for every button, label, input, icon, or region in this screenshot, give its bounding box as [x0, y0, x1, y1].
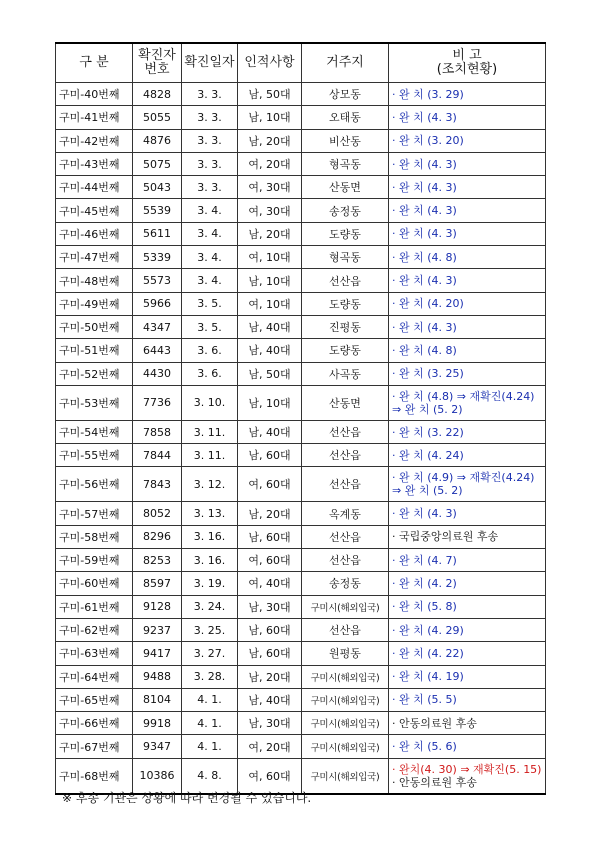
confirmed-date-cell: 3. 3. [182, 176, 238, 199]
remark-line: ⇒ 완 치 (5. 2) [392, 402, 463, 416]
confirmed-date-cell: 4. 1. [182, 735, 238, 758]
person-info-cell: 여, 60대 [238, 467, 302, 502]
remark-cell [389, 315, 546, 338]
remark-cell [389, 618, 546, 641]
case-id-cell: 구미-42번째 [56, 129, 133, 152]
case-id-cell: 구미-66번째 [56, 712, 133, 735]
residence-cell: 구미시(해외입국) [302, 665, 389, 688]
case-number-cell: 9918 [133, 712, 182, 735]
remark-cell [389, 269, 546, 292]
header-date: 확진일자 [182, 43, 238, 83]
confirmed-date-cell: 3. 28. [182, 665, 238, 688]
person-info-cell: 남, 20대 [238, 665, 302, 688]
residence-cell: 도량동 [302, 339, 389, 362]
confirmed-date-cell: 3. 25. [182, 618, 238, 641]
person-info-cell: 여, 60대 [238, 549, 302, 572]
person-info-cell: 남, 10대 [238, 385, 302, 420]
confirmed-date-cell: 3. 3. [182, 106, 238, 129]
remark-cell [389, 549, 546, 572]
remark-cell [389, 246, 546, 269]
case-id-cell: 구미-47번째 [56, 246, 133, 269]
table-row [56, 572, 546, 595]
case-number-cell: 8253 [133, 549, 182, 572]
confirmed-date-cell: 4. 8. [182, 758, 238, 794]
residence-cell: 선산읍 [302, 420, 389, 443]
residence-cell: 선산읍 [302, 549, 389, 572]
header-person: 인적사항 [238, 43, 302, 83]
case-id-cell: 구미-51번째 [56, 339, 133, 362]
case-number-cell: 5055 [133, 106, 182, 129]
remark-cell [389, 712, 546, 735]
case-id-cell: 구미-57번째 [56, 502, 133, 525]
table-row [56, 502, 546, 525]
remark-cell [389, 339, 546, 362]
remark-line: · 완 치 (4. 7) [392, 553, 457, 567]
person-info-cell: 여, 10대 [238, 292, 302, 315]
remark-line: · 완 치 (4. 20) [392, 297, 464, 311]
case-id-cell: 구미-45번째 [56, 199, 133, 222]
residence-cell: 산동면 [302, 176, 389, 199]
confirmed-date-cell: 4. 1. [182, 712, 238, 735]
table-row [56, 735, 546, 758]
table-row [56, 467, 546, 502]
remark-line: · 완 치 (4. 29) [392, 623, 464, 637]
person-info-cell: 남, 60대 [238, 444, 302, 467]
case-number-cell: 9128 [133, 595, 182, 618]
remark-cell [389, 758, 546, 794]
case-id-cell: 구미-64번째 [56, 665, 133, 688]
residence-cell: 구미시(해외입국) [302, 758, 389, 794]
case-number-cell: 7858 [133, 420, 182, 443]
remark-line: · 완 치 (3. 29) [392, 87, 464, 101]
person-info-cell: 남, 40대 [238, 420, 302, 443]
confirmed-date-cell: 3. 16. [182, 525, 238, 548]
confirmed-date-cell: 3. 4. [182, 269, 238, 292]
table-row [56, 595, 546, 618]
remark-line: · 완 치 (4. 3) [392, 274, 457, 288]
table-row [56, 444, 546, 467]
table-row [56, 420, 546, 443]
remark-cell [389, 444, 546, 467]
case-id-cell: 구미-67번째 [56, 735, 133, 758]
table-row [56, 292, 546, 315]
person-info-cell: 남, 40대 [238, 339, 302, 362]
remark-line: · 완 치 (5. 5) [392, 693, 457, 707]
remark-line: · 국립중앙의료원 후송 [392, 530, 499, 544]
residence-cell: 선산읍 [302, 467, 389, 502]
remark-cell [389, 199, 546, 222]
table-row [56, 315, 546, 338]
remark-line: · 완 치 (4. 2) [392, 576, 457, 590]
remark-line: · 완 치 (4. 3) [392, 110, 457, 124]
case-number-cell: 7736 [133, 385, 182, 420]
remark-cell [389, 572, 546, 595]
residence-cell: 도량동 [302, 292, 389, 315]
remark-line: · 안동의료원 후송 [392, 716, 477, 730]
residence-cell: 구미시(해외입국) [302, 688, 389, 711]
table-row [56, 525, 546, 548]
case-number-cell: 5611 [133, 222, 182, 245]
case-id-cell: 구미-40번째 [56, 83, 133, 106]
remark-cell [389, 362, 546, 385]
confirmed-date-cell: 3. 27. [182, 642, 238, 665]
header-residence: 거주지 [302, 43, 389, 83]
remark-line: · 완 치 (4. 3) [392, 204, 457, 218]
case-number-cell: 5339 [133, 246, 182, 269]
person-info-cell: 남, 40대 [238, 688, 302, 711]
person-info-cell: 남, 40대 [238, 315, 302, 338]
remark-cell [389, 106, 546, 129]
person-info-cell: 남, 60대 [238, 642, 302, 665]
case-id-cell: 구미-46번째 [56, 222, 133, 245]
residence-cell: 비산동 [302, 129, 389, 152]
remark-line: · 완 치 (3. 20) [392, 134, 464, 148]
table-row [56, 106, 546, 129]
person-info-cell: 남, 20대 [238, 502, 302, 525]
table-row [56, 339, 546, 362]
case-id-cell: 구미-49번째 [56, 292, 133, 315]
confirmed-date-cell: 3. 4. [182, 199, 238, 222]
confirmed-date-cell: 3. 12. [182, 467, 238, 502]
case-id-cell: 구미-43번째 [56, 152, 133, 175]
person-info-cell: 남, 50대 [238, 83, 302, 106]
confirmed-date-cell: 3. 3. [182, 152, 238, 175]
case-id-cell: 구미-50번째 [56, 315, 133, 338]
table-row [56, 222, 546, 245]
confirmed-date-cell: 3. 4. [182, 222, 238, 245]
header-remark-subtitle: (조치현황) [436, 62, 498, 77]
remark-cell [389, 292, 546, 315]
case-id-cell: 구미-52번째 [56, 362, 133, 385]
case-number-cell: 6443 [133, 339, 182, 362]
table-row [56, 385, 546, 420]
remark-cell [389, 176, 546, 199]
residence-cell: 오태동 [302, 106, 389, 129]
patient-status-sheet [55, 42, 545, 795]
remark-line: · 완 치 (5. 8) [392, 600, 457, 614]
patient-table [55, 42, 546, 795]
residence-cell: 산동면 [302, 385, 389, 420]
confirmed-date-cell: 3. 3. [182, 83, 238, 106]
case-id-cell: 구미-63번째 [56, 642, 133, 665]
residence-cell: 송정동 [302, 199, 389, 222]
table-row [56, 665, 546, 688]
remark-line: · 완 치 (4. 19) [392, 670, 464, 684]
person-info-cell: 남, 60대 [238, 618, 302, 641]
remark-line: · 완 치 (4. 3) [392, 227, 457, 241]
confirmed-date-cell: 3. 5. [182, 315, 238, 338]
remark-line: · 완 치 (5. 6) [392, 740, 457, 754]
case-number-cell: 10386 [133, 758, 182, 794]
remark-cell [389, 152, 546, 175]
header-remark [389, 43, 546, 83]
remark-line: · 완 치 (4. 22) [392, 646, 464, 660]
header-number: 확진자 번호 [133, 43, 182, 83]
case-id-cell: 구미-55번째 [56, 444, 133, 467]
case-number-cell: 5043 [133, 176, 182, 199]
confirmed-date-cell: 3. 24. [182, 595, 238, 618]
residence-cell: 사곡동 [302, 362, 389, 385]
table-row [56, 199, 546, 222]
remark-cell [389, 420, 546, 443]
confirmed-date-cell: 3. 16. [182, 549, 238, 572]
table-row [56, 129, 546, 152]
table-body [56, 83, 546, 794]
person-info-cell: 여, 60대 [238, 758, 302, 794]
table-row [56, 176, 546, 199]
remark-cell [389, 642, 546, 665]
table-row [56, 688, 546, 711]
case-id-cell: 구미-41번째 [56, 106, 133, 129]
remark-line: · 완 치 (4. 8) [392, 343, 457, 357]
person-info-cell: 남, 30대 [238, 595, 302, 618]
remark-line: · 완 치 (4. 3) [392, 157, 457, 171]
table-row [56, 618, 546, 641]
person-info-cell: 남, 20대 [238, 129, 302, 152]
person-info-cell: 여, 20대 [238, 735, 302, 758]
case-number-cell: 7843 [133, 467, 182, 502]
case-number-cell: 4347 [133, 315, 182, 338]
case-number-cell: 8597 [133, 572, 182, 595]
case-number-cell: 7844 [133, 444, 182, 467]
remark-line: · 안동의료원 후송 [392, 775, 477, 789]
case-id-cell: 구미-48번째 [56, 269, 133, 292]
residence-cell: 송정동 [302, 572, 389, 595]
remark-line: · 완치(4. 30) ⇒ 재확진(5. 15) [392, 762, 542, 776]
confirmed-date-cell: 3. 6. [182, 362, 238, 385]
remark-cell [389, 735, 546, 758]
case-number-cell: 4430 [133, 362, 182, 385]
residence-cell: 상모동 [302, 83, 389, 106]
table-row [56, 642, 546, 665]
case-id-cell: 구미-58번째 [56, 525, 133, 548]
case-number-cell: 4876 [133, 129, 182, 152]
confirmed-date-cell: 3. 4. [182, 246, 238, 269]
case-id-cell: 구미-44번째 [56, 176, 133, 199]
case-id-cell: 구미-60번째 [56, 572, 133, 595]
confirmed-date-cell: 3. 6. [182, 339, 238, 362]
table-row [56, 712, 546, 735]
residence-cell: 도량동 [302, 222, 389, 245]
case-number-cell: 5539 [133, 199, 182, 222]
remark-cell [389, 467, 546, 502]
remark-line: · 완 치 (4. 8) [392, 250, 457, 264]
person-info-cell: 남, 60대 [238, 525, 302, 548]
residence-cell: 옥계동 [302, 502, 389, 525]
person-info-cell: 남, 10대 [238, 106, 302, 129]
case-number-cell: 8104 [133, 688, 182, 711]
case-id-cell: 구미-54번째 [56, 420, 133, 443]
person-info-cell: 여, 30대 [238, 199, 302, 222]
header-gubun: 구 분 [56, 43, 133, 83]
remark-cell [389, 595, 546, 618]
case-number-cell: 5966 [133, 292, 182, 315]
confirmed-date-cell: 3. 5. [182, 292, 238, 315]
case-id-cell: 구미-56번째 [56, 467, 133, 502]
residence-cell: 원평동 [302, 642, 389, 665]
person-info-cell: 남, 10대 [238, 269, 302, 292]
residence-cell: 진평동 [302, 315, 389, 338]
case-id-cell: 구미-68번째 [56, 758, 133, 794]
case-number-cell: 8296 [133, 525, 182, 548]
residence-cell: 선산읍 [302, 444, 389, 467]
remark-line: · 완 치 (3. 25) [392, 367, 464, 381]
table-row [56, 549, 546, 572]
table-row [56, 152, 546, 175]
person-info-cell: 남, 50대 [238, 362, 302, 385]
remark-line: · 완 치 (4.9) ⇒ 재확진(4.24) [392, 471, 535, 485]
person-info-cell: 여, 40대 [238, 572, 302, 595]
table-row [56, 246, 546, 269]
person-info-cell: 남, 30대 [238, 712, 302, 735]
person-info-cell: 남, 20대 [238, 222, 302, 245]
header-remark-title: 비 고 [452, 48, 482, 63]
remark-cell [389, 129, 546, 152]
remark-line: · 완 치 (3. 22) [392, 425, 464, 439]
person-info-cell: 여, 30대 [238, 176, 302, 199]
remark-line: · 완 치 (4. 3) [392, 180, 457, 194]
residence-cell: 구미시(해외입국) [302, 712, 389, 735]
remark-cell [389, 83, 546, 106]
remark-cell [389, 688, 546, 711]
case-number-cell: 9237 [133, 618, 182, 641]
person-info-cell: 여, 10대 [238, 246, 302, 269]
remark-line: · 완 치 (4.8) ⇒ 재확진(4.24) [392, 389, 535, 403]
confirmed-date-cell: 3. 11. [182, 444, 238, 467]
remark-cell [389, 502, 546, 525]
case-number-cell: 9417 [133, 642, 182, 665]
case-number-cell: 5075 [133, 152, 182, 175]
confirmed-date-cell: 3. 3. [182, 129, 238, 152]
residence-cell: 선산읍 [302, 525, 389, 548]
remark-cell [389, 665, 546, 688]
case-id-cell: 구미-65번째 [56, 688, 133, 711]
remark-cell [389, 385, 546, 420]
residence-cell: 구미시(해외입국) [302, 735, 389, 758]
table-row [56, 83, 546, 106]
remark-cell [389, 222, 546, 245]
table-row [56, 269, 546, 292]
remark-line: · 완 치 (4. 24) [392, 448, 464, 462]
confirmed-date-cell: 4. 1. [182, 688, 238, 711]
remark-cell [389, 525, 546, 548]
case-number-cell: 9488 [133, 665, 182, 688]
confirmed-date-cell: 3. 19. [182, 572, 238, 595]
confirmed-date-cell: 3. 10. [182, 385, 238, 420]
remark-line: · 완 치 (4. 3) [392, 507, 457, 521]
case-id-cell: 구미-62번째 [56, 618, 133, 641]
residence-cell: 형곡동 [302, 246, 389, 269]
remark-line: · 완 치 (4. 3) [392, 320, 457, 334]
case-number-cell: 4828 [133, 83, 182, 106]
case-id-cell: 구미-61번째 [56, 595, 133, 618]
residence-cell: 선산읍 [302, 269, 389, 292]
confirmed-date-cell: 3. 11. [182, 420, 238, 443]
table-row [56, 362, 546, 385]
case-number-cell: 5573 [133, 269, 182, 292]
case-id-cell: 구미-59번째 [56, 549, 133, 572]
residence-cell: 선산읍 [302, 618, 389, 641]
confirmed-date-cell: 3. 13. [182, 502, 238, 525]
footnote: ※ 후송 기관은 상황에 따라 변경될 수 있습니다. [62, 791, 312, 805]
remark-line: ⇒ 완 치 (5. 2) [392, 484, 463, 498]
table-header-row [56, 43, 546, 83]
residence-cell: 구미시(해외입국) [302, 595, 389, 618]
case-number-cell: 9347 [133, 735, 182, 758]
case-number-cell: 8052 [133, 502, 182, 525]
case-id-cell: 구미-53번째 [56, 385, 133, 420]
person-info-cell: 여, 20대 [238, 152, 302, 175]
residence-cell: 형곡동 [302, 152, 389, 175]
